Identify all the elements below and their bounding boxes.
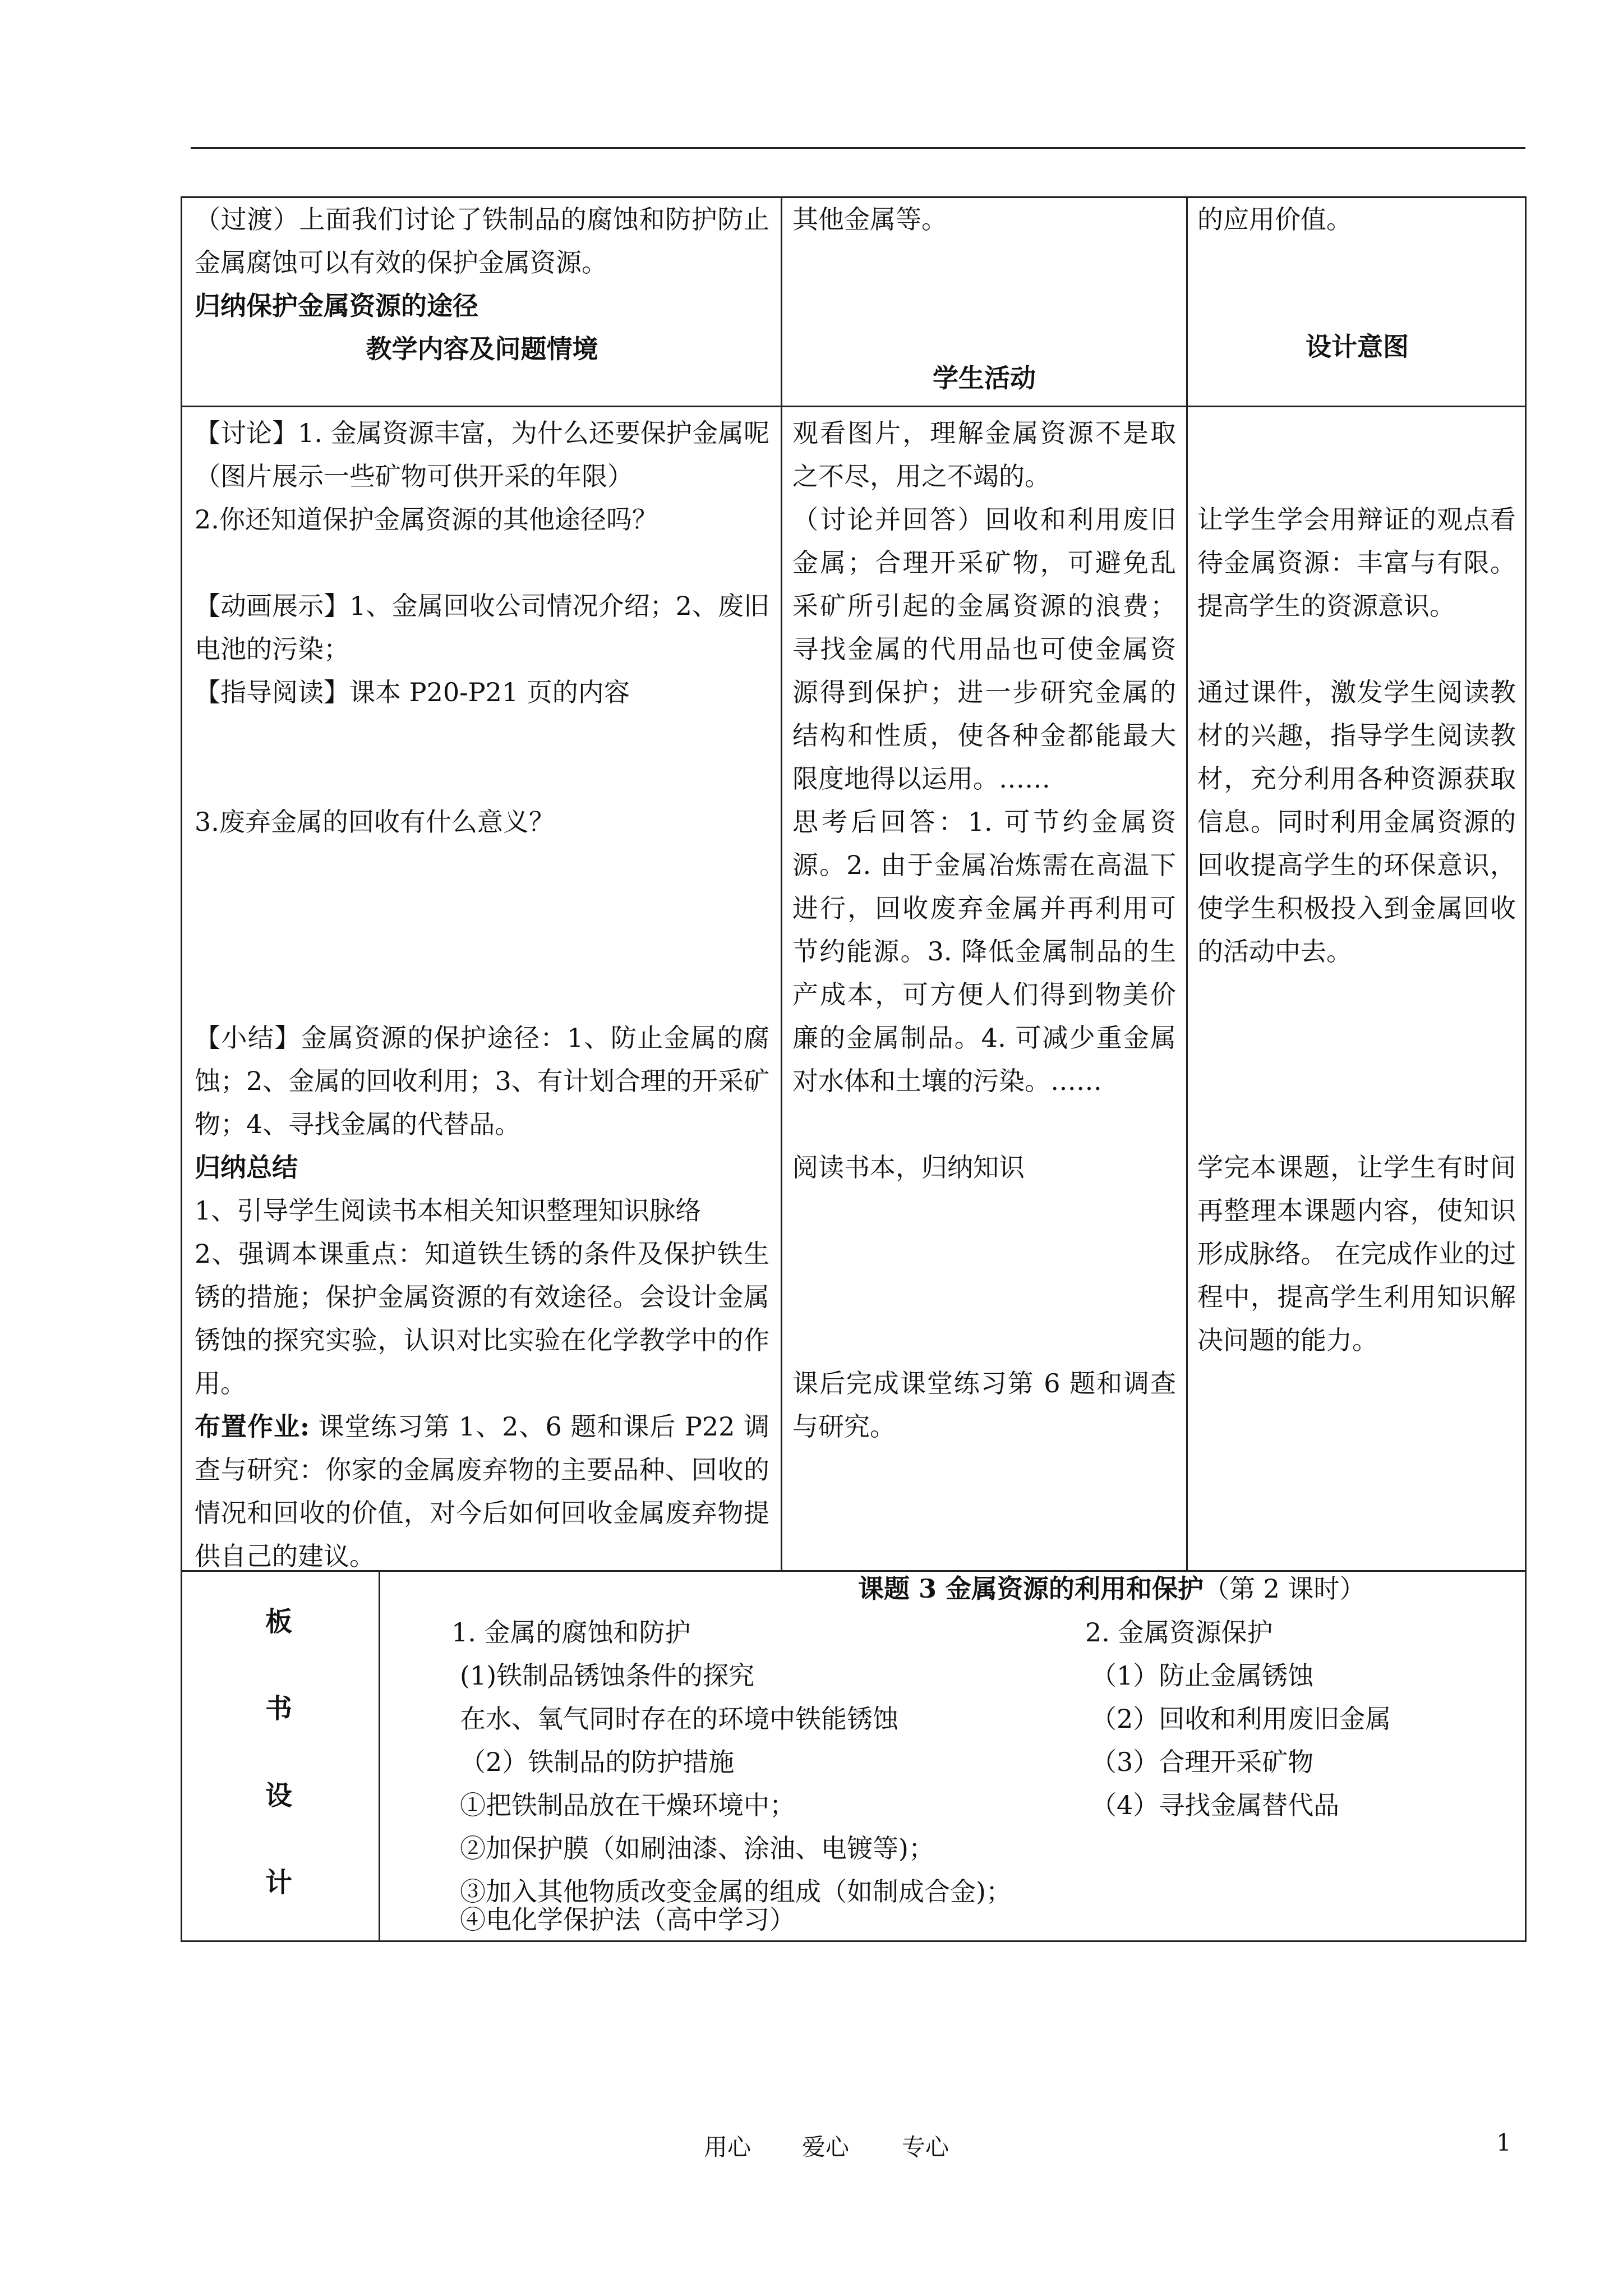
- intent-continued-cell: [1197, 198, 1517, 241]
- column-heading-activity: 学生活动: [933, 363, 1036, 393]
- intent-3: 学完本课题，让学生有时间再整理本课题内容，使知识形成脉络。 在完成作业的过程中，提高学生利用知识解决问题的能力。: [1197, 1152, 1516, 1355]
- reading-guide-text: 【指导阅读】课本 P20-P21 页的内容: [195, 677, 630, 707]
- footer-item: 用心: [704, 2133, 751, 2161]
- board-left-line: ②加保护膜（如刷油漆、涂油、电镀等)；: [460, 1833, 934, 1864]
- intent-1: 让学生学会用辩证的观点看待金属资源：丰富与有限。提高学生的资源意识。: [1197, 504, 1516, 621]
- question-2-text: 2.你还知道保护金属资源的其他途径吗？: [195, 504, 658, 535]
- conclusion-item-1: 1、引导学生阅读书本相关知识整理知识脉络: [195, 1195, 702, 1226]
- lesson-table: [181, 196, 1527, 1572]
- section-heading: 归纳保护金属资源的途径: [195, 291, 478, 321]
- summary-text: 【小结】金属资源的保护途径：1、防止金属的腐蚀；2、金属的回收利用；3、有计划合理的开采矿物；4、寻找金属的代替品。: [195, 1023, 769, 1139]
- homework-label: 布置作业:: [195, 1411, 310, 1442]
- homework-body: 课堂练习第 1、2、6 题和课后 P22 调查与研究：你家的金属废弃物的主要品种、回收的情况和回收的价值，对今后如何回收金属废弃物提供自己的建议。: [195, 1411, 769, 1571]
- transition-cell: [195, 198, 769, 371]
- row-divider: [182, 406, 1525, 407]
- content-column: [195, 412, 769, 1578]
- activity-4: 阅读书本，归纳知识: [792, 1152, 1025, 1182]
- activity-column: [792, 412, 1176, 1448]
- board-title-session: （第 2 课时）: [1204, 1573, 1366, 1604]
- board-design-table: [181, 1570, 1527, 1942]
- activity-continued-text: 其他金属等。: [792, 204, 947, 234]
- activity-continued-cell: [792, 198, 1174, 241]
- board-right-line: （3）合理开采矿物: [1091, 1747, 1314, 1777]
- intent-column: [1197, 498, 1516, 1362]
- board-left-line: (1)铁制品锈蚀条件的探究: [460, 1660, 755, 1691]
- footer-item: 专心: [902, 2133, 949, 2161]
- footer-item: 爱心: [802, 2133, 850, 2161]
- homework-text: [195, 1405, 769, 1578]
- board-left-line: ④电化学保护法（高中学习）: [460, 1904, 795, 1935]
- activity-1: 观看图片，理解金属资源不是取之不尽，用之不竭的。: [792, 418, 1176, 491]
- board-left-line: 在水、氧气同时存在的环境中铁能锈蚀: [460, 1704, 898, 1734]
- side-char: 设: [265, 1780, 292, 1811]
- side-char: 计: [265, 1867, 292, 1898]
- column-heading-content: 教学内容及问题情境: [366, 334, 598, 364]
- board-right-line: （4）寻找金属替代品: [1091, 1790, 1340, 1820]
- side-char: 书: [265, 1693, 292, 1724]
- board-right-line: （1）防止金属锈蚀: [1091, 1660, 1314, 1691]
- board-left-line: ①把铁制品放在干燥环境中；: [460, 1790, 795, 1820]
- header-rule: [191, 147, 1525, 149]
- column-heading-intent: 设计意图: [1306, 332, 1409, 362]
- conclusion-item-2: 2、强调本课重点：知道铁生锈的条件及保护铁生锈的措施；保护金属资源的有效途径。会设计金属锈蚀的探究实验，认识对比实验在化学教学中的作用。: [195, 1239, 769, 1398]
- board-left-line: ③加入其他物质改变金属的组成（如制成合金)；: [460, 1876, 1012, 1907]
- activity-2: （讨论并回答）回收和利用废旧金属；合理开采矿物，可避免乱采矿所引起的金属资源的浪费；寻找金属的代用品也可使金属资源得到保护；进一步研究金属的结构和性质，使各种金都能最大限度地得以运用。……: [792, 504, 1176, 794]
- board-right-line: 2. 金属资源保护: [1085, 1617, 1273, 1648]
- board-title: [858, 1567, 1366, 1611]
- activity-5: 课后完成课堂练习第 6 题和调查与研究。: [792, 1368, 1176, 1442]
- conclusion-heading: 归纳总结: [195, 1152, 298, 1182]
- board-left-line: （2）铁制品的防护措施: [460, 1747, 735, 1777]
- column-divider: [1186, 198, 1188, 1570]
- board-left-line: 1. 金属的腐蚀和防护: [451, 1617, 691, 1648]
- column-divider: [781, 198, 782, 1570]
- board-right-line: （2）回收和利用废旧金属: [1091, 1704, 1391, 1734]
- column-divider: [379, 1572, 380, 1940]
- side-char: 板: [265, 1606, 292, 1637]
- intent-continued-text: 的应用价值。: [1197, 204, 1352, 234]
- discussion-text: 【讨论】1. 金属资源丰富，为什么还要保护金属呢（图片展示一些矿物可供开采的年限）: [195, 418, 769, 491]
- intent-2: 通过课件，激发学生阅读教材的兴趣，指导学生阅读教材，充分利用各种资源获取信息。同时利用金属资源的回收提高学生的环保意识，使学生积极投入到金属回收的活动中去。: [1197, 677, 1516, 967]
- page-number: 1: [1496, 2129, 1511, 2156]
- activity-3: 思考后回答：1. 可节约金属资源。2. 由于金属冶炼需在高温下进行，回收废弃金属并再利用可节约能源。3. 降低金属制品的生产成本，可方便人们得到物美价廉的金属制品。4. 可减少重金属对水体和土壤的污染。……: [792, 807, 1176, 1096]
- board-title-main: 课题 3 金属资源的利用和保护: [858, 1573, 1204, 1604]
- transition-text: （过渡）上面我们讨论了铁制品的腐蚀和防护防止金属腐蚀可以有效的保护金属资源。: [195, 204, 769, 278]
- question-3-text: 3.废弃金属的回收有什么意义？: [195, 807, 555, 837]
- animation-text: 【动画展示】1、金属回收公司情况介绍；2、废旧电池的污染；: [195, 591, 769, 664]
